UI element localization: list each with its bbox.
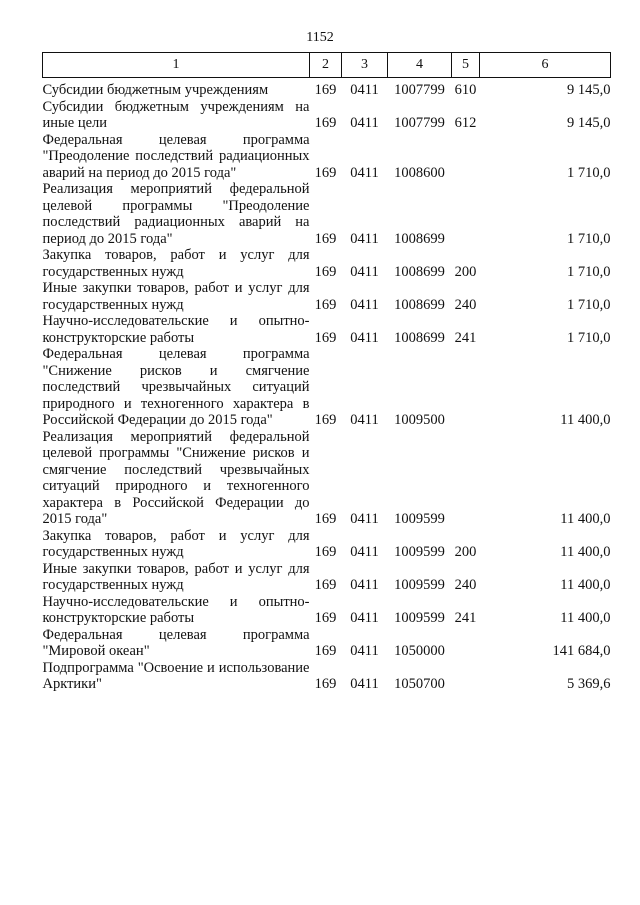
row-code-2: 169 [314, 412, 337, 428]
table-row [43, 132, 611, 182]
row-code-2: 169 [314, 115, 337, 131]
table-row [43, 594, 611, 627]
column-header: 6 [480, 53, 611, 78]
row-code-5 [452, 181, 480, 247]
row-amount: 5 369,6 [567, 676, 611, 692]
row-name: Федеральная целевая программа "Снижение рисков и смягчение последствий чрезвычайных ситуаций природного и техногенного характера в Российской Федерации до 2015 года" [42, 346, 310, 428]
row-amount: 11 400,0 [560, 610, 611, 626]
table-row [43, 528, 611, 561]
row-code-5: 240 [454, 296, 477, 313]
row-code-4: 1007799 [394, 82, 445, 98]
row-code-3: 0411 [350, 115, 379, 131]
row-code-4: 1008699 [394, 329, 445, 346]
row-code-2: 169 [314, 164, 337, 181]
row-code-2: 169 [314, 511, 337, 527]
row-name: Реализация мероприятий федеральной целевой программы "Преодоление последствий радиационных аварий на период до 2015 года" [42, 181, 310, 247]
row-code-3: 0411 [350, 577, 379, 593]
row-name: Федеральная целевая программа "Преодоление последствий радиационных аварий на период до 2015 года" [42, 131, 310, 181]
row-code-4: 1008600 [394, 164, 445, 181]
column-header: 4 [388, 53, 452, 78]
row-code-4: 1009500 [394, 412, 445, 428]
row-amount: 9 145,0 [567, 115, 611, 131]
row-code-3: 0411 [350, 676, 379, 692]
row-code-4: 1009599 [394, 577, 445, 593]
row-amount: 1 710,0 [567, 329, 611, 346]
row-code-3: 0411 [350, 610, 379, 626]
row-code-4: 1009599 [394, 511, 445, 527]
row-code-2: 169 [314, 544, 337, 560]
row-code-4: 1007799 [394, 115, 445, 131]
row-code-5: 241 [454, 610, 477, 626]
row-amount: 1 710,0 [567, 296, 611, 313]
row-name: Научно-исследовательские и опытно-конструкторские работы [42, 593, 310, 626]
row-code-5: 200 [454, 263, 477, 280]
table-row [43, 429, 611, 528]
row-code-3: 0411 [350, 296, 379, 313]
row-code-4: 1008699 [394, 263, 445, 280]
table-row [43, 247, 611, 280]
column-header: 5 [452, 53, 480, 78]
table-header-row [43, 53, 611, 78]
page-number: 1152 [306, 30, 334, 45]
table-row [43, 561, 611, 594]
row-name: Реализация мероприятий федеральной целевой программы "Снижение рисков и смягчение последствий чрезвычайных ситуаций природного и техногенного характера в Российской Федерации до 2015 года" [42, 428, 310, 527]
row-code-3: 0411 [350, 82, 379, 98]
row-code-2: 169 [314, 610, 337, 626]
row-code-5 [452, 429, 480, 528]
row-code-4: 1050000 [394, 643, 445, 659]
row-code-3: 0411 [350, 544, 379, 560]
table-row [43, 346, 611, 429]
row-code-5 [452, 627, 480, 660]
table-row [43, 99, 611, 132]
column-header: 2 [310, 53, 342, 78]
table-row [43, 660, 611, 693]
row-amount: 11 400,0 [560, 511, 611, 527]
row-amount: 141 684,0 [552, 643, 611, 659]
row-name: Субсидии бюджетным учреждениям на иные цели [42, 98, 310, 131]
column-header: 1 [43, 53, 310, 78]
row-code-5: 240 [454, 577, 477, 593]
row-amount: 11 400,0 [560, 412, 611, 428]
row-amount: 9 145,0 [567, 82, 611, 98]
row-code-2: 169 [314, 230, 337, 247]
row-code-5 [452, 132, 480, 182]
row-code-4: 1009599 [394, 610, 445, 626]
row-code-5: 200 [454, 544, 477, 560]
row-code-3: 0411 [350, 230, 379, 247]
row-amount: 1 710,0 [567, 164, 611, 181]
row-name: Субсидии бюджетным учреждениям [42, 82, 269, 98]
table-row [43, 313, 611, 346]
table-row [43, 82, 611, 99]
row-code-2: 169 [314, 82, 337, 98]
row-code-3: 0411 [350, 329, 379, 346]
row-code-2: 169 [314, 676, 337, 692]
row-name: Иные закупки товаров, работ и услуг для государственных нужд [42, 560, 310, 593]
row-code-5 [452, 660, 480, 693]
row-amount: 11 400,0 [560, 577, 611, 593]
row-code-3: 0411 [350, 164, 379, 181]
row-name: Федеральная целевая программа "Мировой океан" [42, 626, 310, 659]
row-name: Иные закупки товаров, работ и услуг для государственных нужд [42, 280, 310, 313]
row-code-5 [452, 346, 480, 429]
table-row [43, 181, 611, 247]
row-code-4: 1050700 [394, 676, 445, 692]
budget-table [42, 52, 611, 693]
row-code-4: 1008699 [394, 230, 445, 247]
row-code-2: 169 [314, 577, 337, 593]
row-name: Научно-исследовательские и опытно-конструкторские работы [42, 313, 310, 346]
table-row [43, 280, 611, 313]
row-code-2: 169 [314, 263, 337, 280]
row-code-3: 0411 [350, 511, 379, 527]
row-amount: 1 710,0 [567, 263, 611, 280]
table-body [43, 78, 611, 693]
row-code-2: 169 [314, 643, 337, 659]
row-code-5: 610 [454, 82, 477, 98]
row-name: Подпрограмма "Освоение и использование Арктики" [42, 659, 310, 692]
row-amount: 1 710,0 [567, 230, 611, 247]
row-code-4: 1009599 [394, 544, 445, 560]
row-code-2: 169 [314, 329, 337, 346]
column-header: 3 [342, 53, 388, 78]
row-code-5: 241 [454, 329, 477, 346]
row-code-4: 1008699 [394, 296, 445, 313]
row-code-3: 0411 [350, 263, 379, 280]
row-name: Закупка товаров, работ и услуг для государственных нужд [42, 527, 310, 560]
row-code-5: 612 [454, 115, 477, 131]
row-amount: 11 400,0 [560, 544, 611, 560]
row-code-2: 169 [314, 296, 337, 313]
row-name: Закупка товаров, работ и услуг для государственных нужд [42, 247, 310, 280]
row-code-3: 0411 [350, 412, 379, 428]
table-row [43, 627, 611, 660]
row-code-3: 0411 [350, 643, 379, 659]
